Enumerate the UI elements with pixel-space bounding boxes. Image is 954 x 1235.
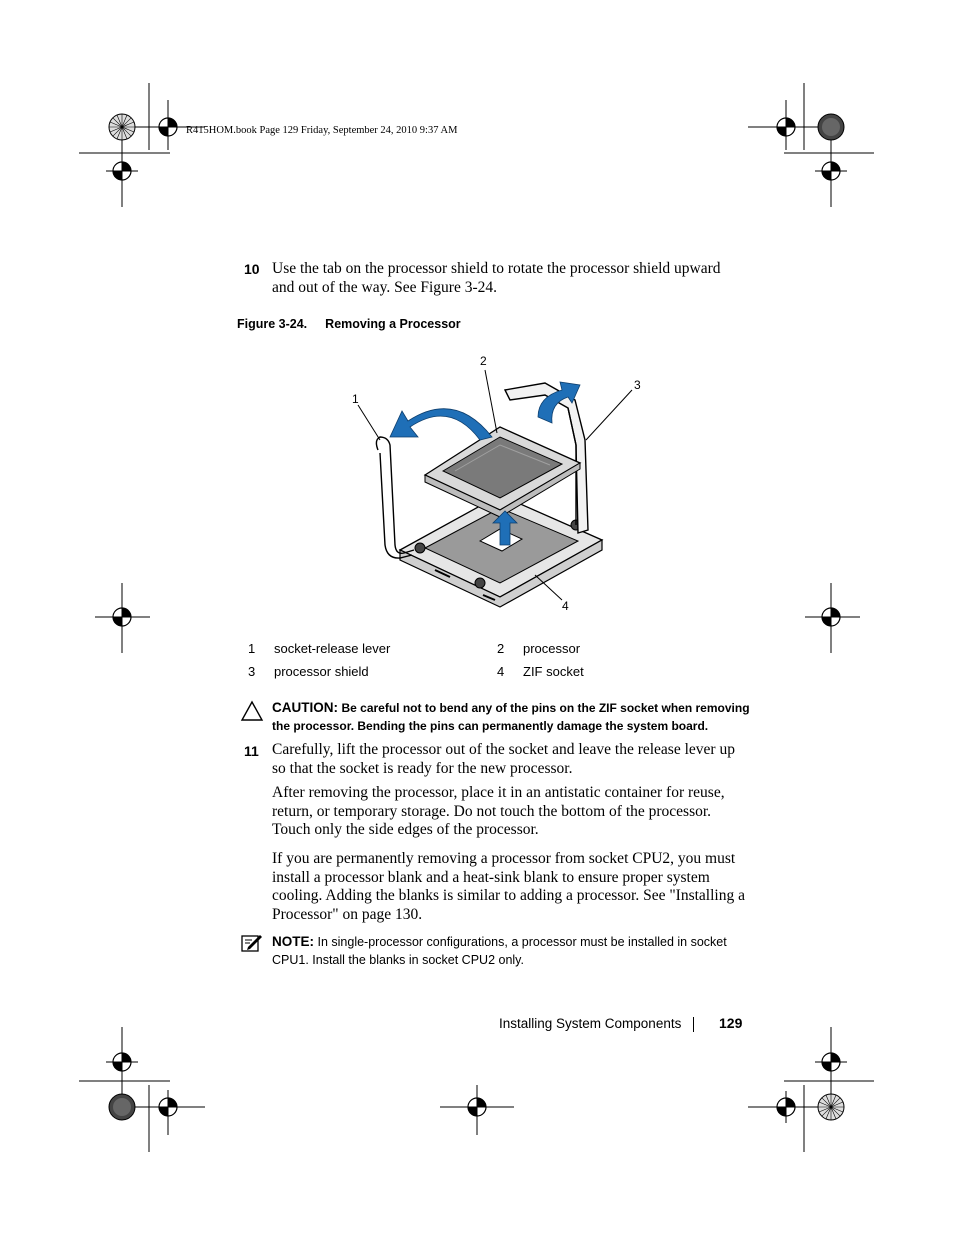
para3-line-2: install a processor blank and a heat-sink blank to ensure proper system	[272, 868, 710, 886]
para2-line-1: After removing the processor, place it in an antistatic container for reuse,	[272, 784, 725, 801]
step-11-paragraph-3	[272, 850, 745, 925]
callout-2: 2	[480, 354, 487, 368]
note-icon	[240, 932, 264, 954]
processor-graphic	[425, 427, 580, 517]
legend-num-4: 4	[497, 664, 505, 679]
processor-removal-illustration	[340, 345, 680, 615]
legend-text-4: ZIF socket	[523, 664, 584, 679]
note-line-2: CPU1. Install the blanks in socket CPU2 only.	[272, 952, 524, 967]
figure-caption	[237, 317, 461, 331]
legend-text-1: socket-release lever	[274, 641, 391, 656]
footer-divider	[693, 1017, 694, 1032]
para3-line-4: Processor" on page 130.	[272, 906, 423, 924]
step-number-11: 11	[244, 743, 259, 759]
legend-text-3: processor shield	[274, 664, 369, 679]
step-11-line-1: Carefully, lift the processor out of the socket and leave the release lever up	[272, 741, 735, 758]
footer-section: Installing System Components	[499, 1016, 682, 1031]
step-10-line-2: and out of the way. See Figure 3-24.	[272, 278, 497, 296]
callout-4: 4	[562, 599, 569, 613]
step-11-line-2: so that the socket is ready for the new processor.	[272, 759, 573, 777]
figure-label: Figure 3-24.	[237, 317, 308, 331]
note-label: NOTE:	[272, 934, 314, 949]
para3-line-3: cooling. Adding the blanks is similar to adding a processor. See "Installing a	[272, 887, 745, 905]
step-number-10: 10	[244, 261, 260, 277]
figure-title: Removing a Processor	[325, 317, 461, 331]
para2-line-2: return, or temporary storage. Do not touch the bottom of the processor.	[272, 802, 712, 820]
callout-1: 1	[352, 392, 359, 406]
step-11-paragraph-2	[272, 784, 725, 840]
release-lever-graphic	[376, 437, 414, 558]
caution-line-1: Be careful not to bend any of the pins on the ZIF socket when removing	[341, 701, 750, 715]
note-line-1: In single-processor configurations, a processor must be installed in socket	[317, 935, 727, 949]
para3-line-1: If you are permanently removing a processor from socket CPU2, you must	[272, 850, 736, 867]
caution-label: CAUTION:	[272, 700, 338, 715]
page-number: 129	[719, 1015, 743, 1031]
caution-icon	[240, 700, 264, 722]
step-10-line-1: Use the tab on the processor shield to rotate the processor shield upward	[272, 260, 721, 277]
lever-arrow-graphic	[390, 409, 492, 440]
caution-line-2: the processor. Bending the pins can permanently damage the system board.	[272, 718, 709, 733]
legend-num-2: 2	[497, 641, 505, 656]
book-header: R415HOM.book Page 129 Friday, September 24, 2010 9:37 AM	[186, 125, 458, 136]
caution-block	[272, 699, 752, 735]
step-10-text	[272, 260, 721, 297]
note-block	[272, 933, 727, 969]
legend-num-1: 1	[248, 641, 256, 656]
step-11-text	[272, 741, 735, 778]
para2-line-3: Touch only the side edges of the processor.	[272, 821, 539, 839]
legend-text-2: processor	[523, 641, 581, 656]
callout-3: 3	[634, 378, 641, 392]
legend-num-3: 3	[248, 664, 256, 679]
